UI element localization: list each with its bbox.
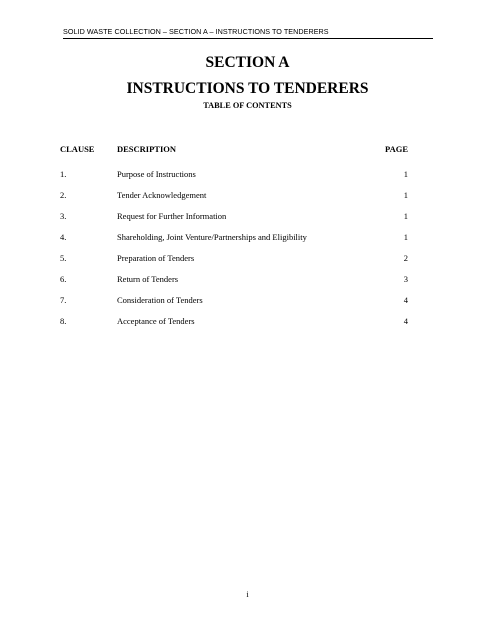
toc-row[interactable] <box>60 274 408 295</box>
clause-description: Purpose of Instructions <box>117 169 196 179</box>
clause-description: Shareholding, Joint Venture/Partnerships and Eligibility <box>117 232 307 242</box>
header-rule <box>63 38 433 39</box>
clause-page: 1 <box>403 232 408 242</box>
clause-column-header: CLAUSE <box>60 144 95 154</box>
toc-row[interactable] <box>60 232 408 253</box>
toc-row[interactable] <box>60 190 408 211</box>
running-header: SOLID WASTE COLLECTION – SECTION A – INSTRUCTIONS TO TENDERERS <box>63 27 329 36</box>
clause-number: 7. <box>60 295 67 305</box>
clause-page: 1 <box>403 190 408 200</box>
clause-description: Preparation of Tenders <box>117 253 195 263</box>
section-subtitle: INSTRUCTIONS TO TENDERERS <box>126 80 369 97</box>
clause-page: 4 <box>403 295 408 305</box>
clause-number: 8. <box>60 316 67 326</box>
clause-page: 4 <box>403 316 408 326</box>
clause-description: Request for Further Information <box>117 211 227 221</box>
clause-number: 5. <box>60 253 67 263</box>
clause-number: 6. <box>60 274 67 284</box>
toc-row[interactable] <box>60 295 408 316</box>
table-of-contents <box>60 144 408 337</box>
clause-description: Acceptance of Tenders <box>117 316 195 326</box>
toc-heading: TABLE OF CONTENTS <box>203 101 292 110</box>
clause-description: Tender Acknowledgement <box>117 190 207 200</box>
toc-row[interactable] <box>60 169 408 190</box>
toc-row[interactable] <box>60 253 408 274</box>
clause-number: 3. <box>60 211 67 221</box>
clause-number: 4. <box>60 232 67 242</box>
toc-row[interactable] <box>60 211 408 232</box>
page-column-header: PAGE <box>385 144 408 154</box>
clause-description: Return of Tenders <box>117 274 179 284</box>
page-number: i <box>246 589 249 599</box>
description-column-header: DESCRIPTION <box>117 144 177 154</box>
clause-page: 1 <box>403 169 408 179</box>
clause-page: 3 <box>403 274 408 284</box>
clause-description: Consideration of Tenders <box>117 295 203 305</box>
section-title: SECTION A <box>205 54 290 71</box>
clause-number: 2. <box>60 190 67 200</box>
clause-page: 2 <box>403 253 408 263</box>
toc-header-row <box>60 144 408 169</box>
clause-page: 1 <box>403 211 408 221</box>
clause-number: 1. <box>60 169 67 179</box>
toc-row[interactable] <box>60 316 408 337</box>
